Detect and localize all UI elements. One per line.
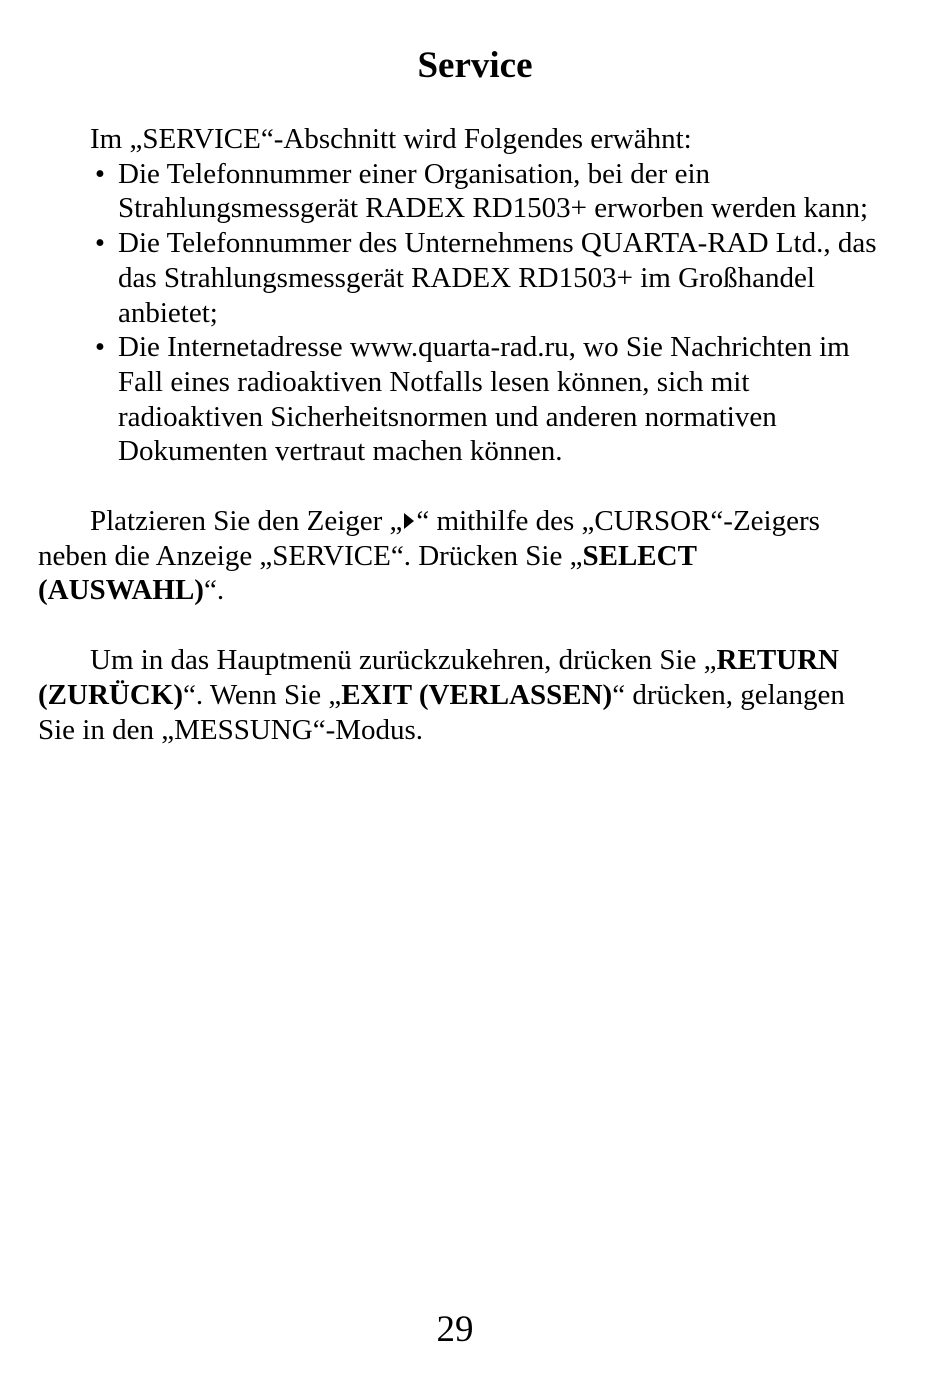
- page-number: 29: [436, 1309, 474, 1350]
- bullet-icon: •: [94, 331, 106, 364]
- select-text-part3: “.: [203, 574, 225, 607]
- list-item-text: Die Telefonnummer des Unternehmens QUARTA-RAD Ltd., das das Strahlungsmessgerät RADEX RD1503+ im Großhandel anbietet;: [118, 227, 877, 329]
- bullet-icon: •: [94, 227, 106, 260]
- bullet-icon: •: [94, 157, 106, 190]
- return-text-part1: Um in das Hauptmenü zurückzukehren, drücken Sie „: [90, 644, 717, 677]
- play-triangle-icon: [404, 513, 414, 529]
- service-info-list: [38, 157, 888, 469]
- return-text-part2: “. Wenn Sie „: [183, 678, 342, 711]
- select-instruction-paragraph: [38, 504, 888, 608]
- select-button-label: SELECT (AUSWAHL): [38, 539, 697, 607]
- list-item: [38, 226, 888, 330]
- return-instruction-paragraph: [38, 643, 888, 747]
- paragraph-spacer: [38, 608, 888, 643]
- select-text-part1: Platzieren Sie den Zeiger „: [90, 505, 403, 538]
- list-item-text: Die Internetadresse www.quarta-rad.ru, wo Sie Nachrichten im Fall eines radioaktiven Notfalls lesen können, sich mit radioaktiven Sicherheitsnormen und anderen normativen Dokumenten vertraut machen können.: [118, 331, 850, 468]
- list-item: [38, 330, 888, 469]
- page-content: [38, 122, 888, 747]
- list-item: [38, 157, 888, 226]
- paragraph-spacer: [38, 469, 888, 504]
- select-text-part2: “ mithilfe des „CURSOR“-Zeigers neben die Anzeige „SERVICE“. Drücken Sie „: [38, 505, 820, 572]
- return-text-part3: “ drücken, gelangen Sie in den „MESSUNG“-Modus.: [38, 678, 845, 746]
- list-item-text: Die Telefonnummer einer Organisation, bei der ein Strahlungsmessgerät RADEX RD1503+ erworben werden kann;: [118, 157, 869, 225]
- intro-text: Im „SERVICE“-Abschnitt wird Folgendes erwähnt:: [90, 123, 692, 155]
- return-button-label: RETURN (ZURÜCK): [38, 644, 839, 711]
- exit-button-label: EXIT (VERLASSEN): [341, 678, 613, 711]
- page-title: Service: [417, 45, 533, 86]
